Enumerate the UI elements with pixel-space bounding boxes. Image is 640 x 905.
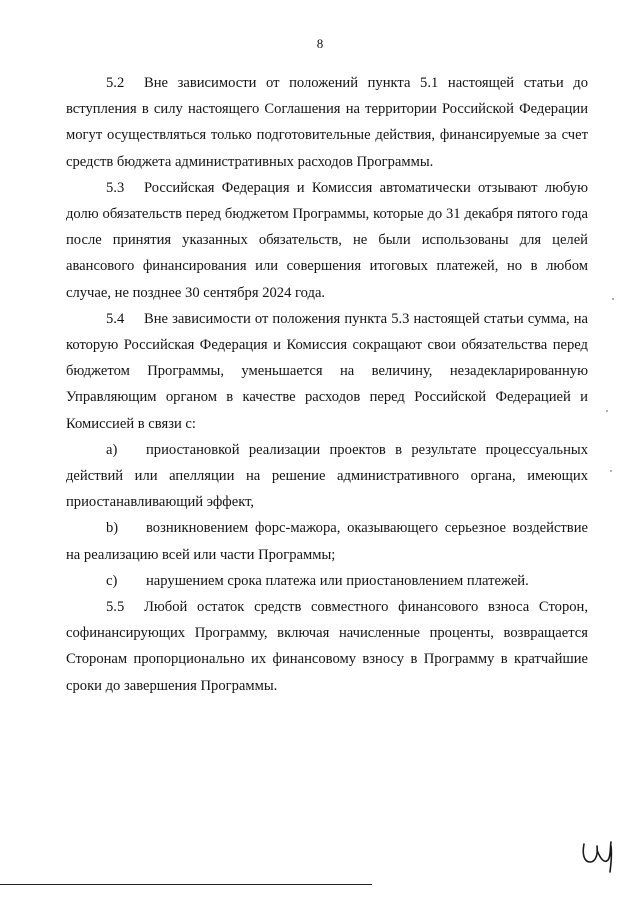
section-text: Российская Федерация и Комиссия автоматически отзывают любую долю обязательств перед бюджетом Программы, которые до 31 декабря пятого года после принятия указанных обязательств, не были использованы для целей авансового финансирования или совершения итоговых платежей, но в любом случае, не позднее 30 сентября 2024 года.: [66, 179, 588, 301]
paragraph-5-2: [66, 70, 588, 175]
item-marker: c): [106, 572, 118, 589]
section-number: 5.5: [106, 599, 125, 616]
section-number: 5.3: [106, 179, 125, 196]
list-item-b: [66, 515, 588, 567]
list-item-c: [66, 568, 588, 594]
paragraph-5-3: [66, 175, 588, 306]
scan-dot: [612, 298, 614, 300]
section-text: Вне зависимости от положения пункта 5.3 настоящей статьи сумма, на которую Российская Федерация и Комиссия сокращают свои обязательства перед бюджетом Программы, уменьшается на величину, незадекларированную Управляющим органом в качестве расходов перед Российской Федерацией и Комиссией в связи с:: [66, 310, 588, 432]
page-number: 8: [316, 36, 324, 51]
item-text: возникновением форс-мажора, оказывающего серьезное воздействие на реализацию всей или части Программы;: [66, 520, 588, 563]
scan-dot: [610, 470, 612, 472]
item-text: приостановкой реализации проектов в результате процессуальных действий или апелляции на решение административного органа, имеющих приостанавливающий эффект,: [66, 441, 588, 511]
section-number: 5.4: [106, 310, 125, 327]
item-text: нарушением срока платежа или приостановлением платежей.: [146, 572, 529, 589]
bottom-rule: [0, 884, 372, 885]
list-item-a: [66, 437, 588, 516]
paragraph-5-5: [66, 594, 588, 699]
initials-signature: [578, 834, 618, 874]
scan-dot: [606, 410, 608, 412]
section-text: Вне зависимости от положений пункта 5.1 настоящей статьи до вступления в силу настоящего Соглашения на территории Российской Федерации могут осуществляться только подготовительные действия, финансируемые за счет средств бюджета административных расходов Программы.: [66, 75, 588, 170]
section-text: Любой остаток средств совместного финансового взноса Сторон, софинансирующих Программу, включая начисленные проценты, возвращается Сторонам пропорционально их финансовому взносу в Программу в кратчайшие сроки до завершения Программы.: [66, 599, 588, 694]
section-number: 5.2: [106, 75, 125, 91]
document-body: [66, 70, 588, 699]
paragraph-5-4: [66, 306, 588, 437]
item-marker: a): [106, 441, 118, 458]
item-marker: b): [106, 520, 119, 537]
